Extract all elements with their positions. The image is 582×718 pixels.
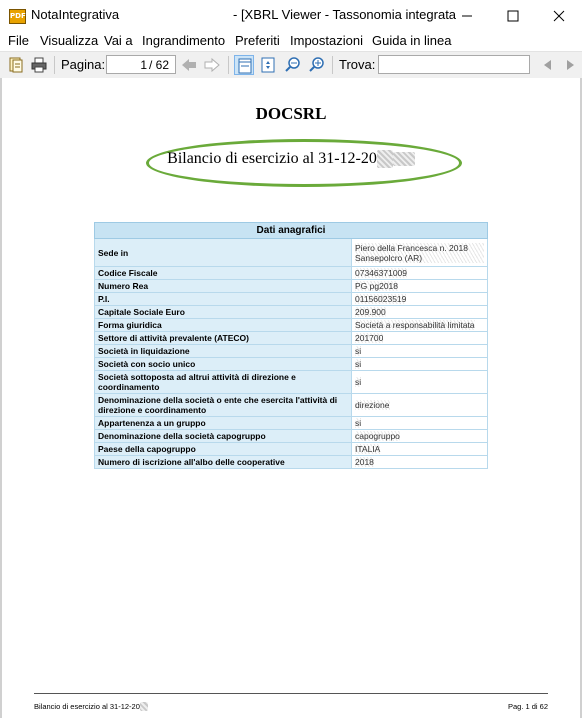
triangle-left-icon: [540, 57, 556, 73]
fit-width-button[interactable]: [234, 55, 254, 75]
find-next-button[interactable]: [560, 55, 580, 75]
find-label: Trova:: [339, 57, 376, 72]
document-subtitle: [0, 150, 582, 168]
row-value: [352, 332, 488, 345]
row-value-text: 07346371009: [355, 268, 408, 278]
row-value-text: Piero della Francesca n. 2018 Sansepolcro (AR): [355, 243, 484, 263]
menu-visualizza[interactable]: Visualizza: [40, 33, 99, 48]
row-value-text: direzione: [355, 400, 390, 410]
print-button[interactable]: [29, 55, 49, 75]
table-row: [95, 267, 488, 280]
toolbar-separator: [54, 56, 55, 74]
close-button[interactable]: [536, 0, 582, 31]
pdf-app-icon: PDF: [9, 9, 26, 24]
row-value-text: ITALIA: [355, 444, 381, 454]
footer-redacted-year: [140, 702, 148, 711]
row-value: [352, 345, 488, 358]
window-title: - [XBRL Viewer - Tassonomia integrata: [233, 7, 457, 22]
footer-page-number: Pag. 1 di 62: [507, 702, 548, 711]
table-row: [95, 293, 488, 306]
open-document-button[interactable]: [6, 55, 26, 75]
menu-ingrandimento[interactable]: Ingrandimento: [142, 33, 226, 48]
row-value: [352, 267, 488, 280]
footer-divider: [34, 693, 548, 694]
table-row: [95, 358, 488, 371]
row-value: [352, 358, 488, 371]
redaction-mark: [393, 152, 415, 166]
subtitle-text: Bilancio di esercizio al 31-12-20: [167, 150, 377, 167]
menu-impostazioni[interactable]: Impostazioni: [290, 33, 363, 48]
maximize-button[interactable]: [490, 0, 536, 31]
row-value: [352, 306, 488, 319]
triangle-right-icon: [562, 57, 578, 73]
row-label: P.I.: [95, 293, 352, 306]
row-value: [352, 456, 488, 469]
footer-left-text: [34, 702, 148, 711]
table-row: [95, 332, 488, 345]
row-value-text: 201700: [355, 333, 384, 343]
close-icon: [553, 10, 565, 22]
page-current: 1: [140, 58, 147, 72]
page-number-field[interactable]: [106, 55, 176, 74]
row-value-text: 01156023519: [355, 294, 407, 304]
menu-vai-a[interactable]: Vai a: [104, 33, 133, 48]
row-value-text: 2018: [355, 457, 374, 467]
zoom-in-icon: [309, 57, 325, 73]
fit-page-button[interactable]: [258, 55, 278, 75]
zoom-out-icon: [285, 57, 301, 73]
table-row: [95, 456, 488, 469]
page-label: Pagina:: [61, 57, 106, 72]
next-page-button[interactable]: [202, 55, 222, 75]
footer-label: Bilancio di esercizio al 31-12-20: [34, 702, 140, 711]
window-app-name: NotaIntegrativa: [31, 7, 120, 22]
minimize-icon: [461, 10, 473, 22]
menu-bar: [0, 31, 582, 51]
row-value: [352, 319, 488, 332]
table-row: [95, 280, 488, 293]
row-value-text: si: [355, 359, 362, 369]
row-label: Denominazione della società o ente che esercita l'attività di direzione e coordinamento: [95, 394, 352, 417]
row-value: [352, 443, 488, 456]
row-label: Forma giuridica: [95, 319, 352, 332]
table-row: [95, 345, 488, 358]
table-row: [95, 306, 488, 319]
row-label: Codice Fiscale: [95, 267, 352, 280]
menu-guida-in-linea[interactable]: Guida in linea: [372, 33, 452, 48]
toolbar-separator: [332, 56, 333, 74]
arrow-left-icon: [181, 57, 197, 73]
row-value: [352, 417, 488, 430]
find-input[interactable]: [378, 55, 530, 74]
row-label: Sede in: [95, 239, 352, 267]
minimize-button[interactable]: [444, 0, 490, 31]
row-value-text: Società a responsabilità limitata: [355, 320, 475, 330]
redacted-year: [377, 150, 393, 168]
document-icon: [8, 57, 24, 73]
row-label: Capitale Sociale Euro: [95, 306, 352, 319]
table-row: [95, 443, 488, 456]
menu-file[interactable]: File: [8, 33, 29, 48]
zoom-in-button[interactable]: [307, 55, 327, 75]
fit-width-icon: [237, 58, 253, 74]
printer-icon: [31, 57, 47, 73]
row-value: [352, 430, 488, 443]
row-value: [352, 280, 488, 293]
row-label: Denominazione della società capogruppo: [95, 430, 352, 443]
table-row: [95, 430, 488, 443]
row-value-text: capogruppo: [355, 431, 400, 441]
toolbar-separator: [228, 56, 229, 74]
maximize-icon: [507, 10, 519, 22]
row-value-text: si: [355, 377, 362, 387]
row-value: [352, 394, 488, 417]
row-label: Settore di attività prevalente (ATECO): [95, 332, 352, 345]
table-title: Dati anagrafici: [95, 223, 488, 239]
row-value: [352, 293, 488, 306]
find-previous-button[interactable]: [538, 55, 558, 75]
company-name: DOCSRL: [255, 104, 327, 123]
title-bar: [0, 0, 582, 31]
table-row: [95, 319, 488, 332]
table-row: [95, 394, 488, 417]
row-label: Appartenenza a un gruppo: [95, 417, 352, 430]
row-value: [352, 239, 488, 267]
previous-page-button[interactable]: [179, 55, 199, 75]
row-value-text: 209.900: [355, 307, 386, 317]
row-value-text: PG pg2018: [355, 281, 399, 291]
table-row: [95, 239, 488, 267]
row-label: Società con socio unico: [95, 358, 352, 371]
page-total: / 62: [149, 58, 170, 72]
dati-anagrafici-table: [94, 222, 488, 469]
arrow-right-icon: [204, 57, 220, 73]
fit-page-icon: [260, 57, 276, 73]
zoom-out-button[interactable]: [283, 55, 303, 75]
toolbar: [0, 51, 582, 79]
row-label: Società in liquidazione: [95, 345, 352, 358]
row-label: Numero Rea: [95, 280, 352, 293]
row-label: Società sottoposta ad altrui attività di direzione e coordinamento: [95, 371, 352, 394]
row-label: Numero di iscrizione all'albo delle cooperative: [95, 456, 352, 469]
row-label: Paese della capogruppo: [95, 443, 352, 456]
table-row: [95, 417, 488, 430]
row-value-text: si: [355, 418, 362, 428]
table-row: [95, 371, 488, 394]
row-value-text: si: [355, 346, 362, 356]
row-value: [352, 371, 488, 394]
menu-preferiti[interactable]: Preferiti: [235, 33, 280, 48]
